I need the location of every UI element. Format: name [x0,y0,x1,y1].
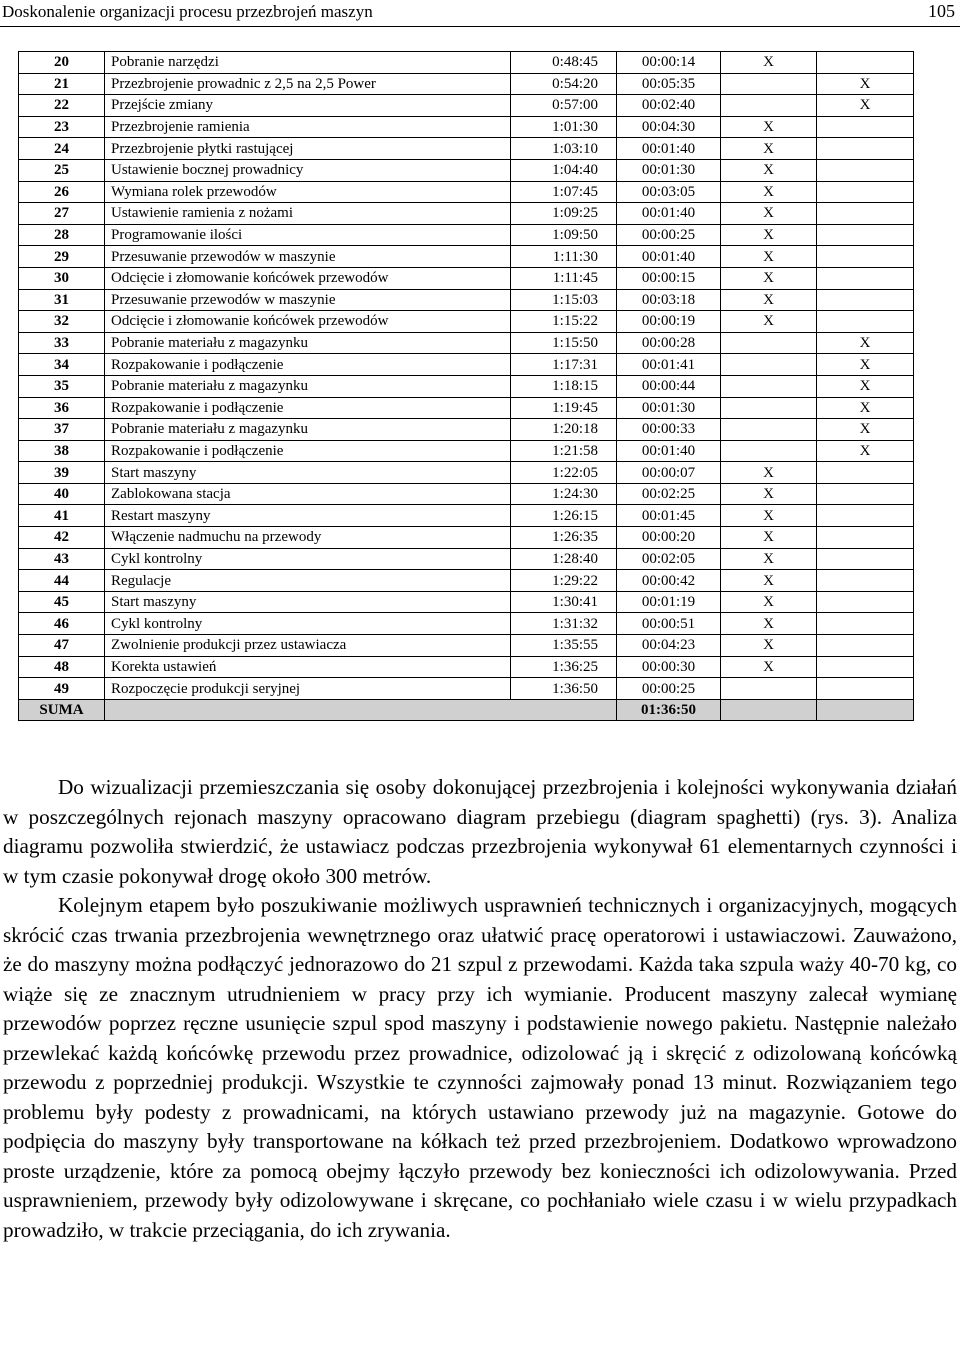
table-row [19,267,914,289]
internal-mark-cell: X [721,656,817,678]
duration-cell: 00:00:19 [617,311,721,333]
external-mark-cell: X [817,95,914,117]
cumulative-time-cell: 1:03:10 [511,138,617,160]
table-row [19,311,914,333]
external-mark-cell: X [817,73,914,95]
external-mark-cell: X [817,332,914,354]
step-name-cell: Przesuwanie przewodów w maszynie [105,246,511,268]
external-mark-cell [817,527,914,549]
external-mark-cell [817,656,914,678]
step-name-cell: Zablokowana stacja [105,483,511,505]
table-row [19,203,914,225]
step-number-cell: 35 [19,375,105,397]
step-name-cell: Pobranie materiału z magazynku [105,419,511,441]
cumulative-time-cell: 1:09:25 [511,203,617,225]
step-name-cell: Pobranie materiału z magazynku [105,375,511,397]
internal-mark-cell: X [721,462,817,484]
step-number-cell: 26 [19,181,105,203]
body-text [3,773,957,1245]
step-number-cell: 36 [19,397,105,419]
table-row [19,591,914,613]
table-row [19,419,914,441]
duration-cell: 00:00:30 [617,656,721,678]
step-number-cell: 44 [19,570,105,592]
step-number-cell: 40 [19,483,105,505]
table-row [19,375,914,397]
step-number-cell: 21 [19,73,105,95]
step-number-cell: 28 [19,224,105,246]
step-number-cell: 29 [19,246,105,268]
step-name-cell: Przezbrojenie ramienia [105,116,511,138]
duration-cell: 00:01:19 [617,591,721,613]
duration-cell: 00:04:30 [617,116,721,138]
external-mark-cell: X [817,419,914,441]
step-number-cell: 38 [19,440,105,462]
duration-cell: 00:03:05 [617,181,721,203]
cumulative-time-cell: 1:15:22 [511,311,617,333]
cumulative-time-cell: 1:07:45 [511,181,617,203]
external-mark-cell [817,52,914,74]
table-row [19,181,914,203]
internal-mark-cell [721,419,817,441]
sum-blank-cell [105,699,617,721]
external-mark-cell [817,224,914,246]
internal-mark-cell: X [721,203,817,225]
table-row [19,483,914,505]
external-mark-cell [817,678,914,700]
internal-mark-cell: X [721,613,817,635]
duration-cell: 00:03:18 [617,289,721,311]
step-number-cell: 24 [19,138,105,160]
external-mark-cell [817,311,914,333]
step-name-cell: Programowanie ilości [105,224,511,246]
cumulative-time-cell: 1:20:18 [511,419,617,441]
internal-mark-cell [721,332,817,354]
table-row [19,656,914,678]
cumulative-time-cell: 1:26:15 [511,505,617,527]
table-row [19,570,914,592]
internal-mark-cell: X [721,181,817,203]
table-row [19,246,914,268]
step-number-cell: 34 [19,354,105,376]
internal-mark-cell: X [721,570,817,592]
step-name-cell: Przezbrojenie prowadnic z 2,5 na 2,5 Power [105,73,511,95]
paragraph: Kolejnym etapem było poszukiwanie możliwych usprawnień technicznych i organizacyjnych, mogących skrócić czas trwania przezbrojenia wewnętrznego oraz ułatwić pracę operatorowi i ustawiaczowi. Zauważono, że do maszyny można podłączyć jednorazowo do 21 szpul z przewodami. Każda taka szpula waży 40-70 kg, co wiąże się ze znacznym utrudnieniem w pracy przy ich wymianie. Producent maszyny zalecał wymianę przewodów poprzez ręczne usunięcie szpul spod maszyny i podstawienie nowego pakietu. Następnie należało przewlekać każdą końcówkę przewodu przez prowadnice, odizolować ją i skręcić z odizolowaną końcówką przewodu z poprzedniej produkcji. Wszystkie te czynności zajmowały ponad 13 minut. Rozwiązaniem tego problemu były podesty z prowadnicami, na których ustawiano przewody już na magazynie. Gotowe do podpięcia do maszyny były transportowane na kółkach też przed przezbrojeniem. Dodatkowo wprowadzono proste urządzenie, które za pomocą obejmy łączyło przewody bez konieczności ich odizolowywania. Przed usprawnieniem, przewody były odizolowywane i skręcane, co pochłaniało wiele czasu i w wielu przypadkach prowadziło, w trakcie przeciągania, do ich zrywania. [3,893,957,1242]
step-number-cell: 39 [19,462,105,484]
internal-mark-cell: X [721,116,817,138]
table-row [19,397,914,419]
table-row [19,138,914,160]
duration-cell: 00:01:30 [617,397,721,419]
duration-cell: 00:01:45 [617,505,721,527]
duration-cell: 00:01:41 [617,354,721,376]
internal-mark-cell: X [721,505,817,527]
external-mark-cell: X [817,354,914,376]
sum-value-cell: 01:36:50 [617,699,721,721]
cumulative-time-cell: 1:11:45 [511,267,617,289]
page-header [0,0,960,27]
external-mark-cell [817,246,914,268]
external-mark-cell [817,548,914,570]
internal-mark-cell: X [721,483,817,505]
duration-cell: 00:04:23 [617,635,721,657]
duration-cell: 00:01:40 [617,246,721,268]
cumulative-time-cell: 1:04:40 [511,159,617,181]
external-mark-cell: X [817,397,914,419]
duration-cell: 00:00:33 [617,419,721,441]
duration-cell: 00:00:25 [617,678,721,700]
step-name-cell: Cykl kontrolny [105,613,511,635]
cumulative-time-cell: 1:17:31 [511,354,617,376]
step-name-cell: Regulacje [105,570,511,592]
internal-mark-cell: X [721,267,817,289]
internal-mark-cell: X [721,635,817,657]
step-number-cell: 30 [19,267,105,289]
table-row [19,52,914,74]
step-number-cell: 25 [19,159,105,181]
duration-cell: 00:00:44 [617,375,721,397]
internal-mark-cell: X [721,246,817,268]
cumulative-time-cell: 1:22:05 [511,462,617,484]
duration-cell: 00:01:40 [617,440,721,462]
cumulative-time-cell: 0:54:20 [511,73,617,95]
step-name-cell: Przezbrojenie płytki rastującej [105,138,511,160]
step-name-cell: Zwolnienie produkcji przez ustawiacza [105,635,511,657]
external-mark-cell [817,289,914,311]
step-number-cell: 48 [19,656,105,678]
step-name-cell: Cykl kontrolny [105,548,511,570]
cumulative-time-cell: 1:18:15 [511,375,617,397]
external-mark-cell [817,203,914,225]
table-row [19,613,914,635]
internal-mark-cell: X [721,289,817,311]
duration-cell: 00:01:40 [617,138,721,160]
internal-mark-cell: X [721,224,817,246]
step-number-cell: 46 [19,613,105,635]
duration-cell: 00:05:35 [617,73,721,95]
step-name-cell: Start maszyny [105,591,511,613]
step-name-cell: Rozpakowanie i podłączenie [105,354,511,376]
step-name-cell: Odcięcie i złomowanie końcówek przewodów [105,267,511,289]
table-row [19,73,914,95]
duration-cell: 00:02:25 [617,483,721,505]
cumulative-time-cell: 1:09:50 [511,224,617,246]
duration-cell: 00:01:30 [617,159,721,181]
cumulative-time-cell: 1:36:50 [511,678,617,700]
duration-cell: 00:00:20 [617,527,721,549]
step-name-cell: Restart maszyny [105,505,511,527]
step-number-cell: 33 [19,332,105,354]
step-number-cell: 31 [19,289,105,311]
duration-cell: 00:00:07 [617,462,721,484]
step-number-cell: 22 [19,95,105,117]
step-name-cell: Rozpoczęcie produkcji seryjnej [105,678,511,700]
table-row [19,440,914,462]
cumulative-time-cell: 0:48:45 [511,52,617,74]
paragraph: Do wizualizacji przemieszczania się osoby dokonującej przezbrojenia i kolejności wykonywania działań w poszczególnych rejonach maszyny opracowano diagram przebiegu (diagram spaghetti) (rys. 3). Analiza diagramu pozwoliła stwierdzić, że ustawiacz podczas przezbrojenia wykonywał 61 elementarnych czynności i w tym czasie pokonywał drogę około 300 metrów. [3,775,957,888]
cumulative-time-cell: 1:01:30 [511,116,617,138]
internal-mark-cell: X [721,591,817,613]
table-row [19,289,914,311]
external-mark-cell [817,116,914,138]
step-number-cell: 37 [19,419,105,441]
duration-cell: 00:00:25 [617,224,721,246]
table-row [19,95,914,117]
internal-mark-cell: X [721,159,817,181]
cumulative-time-cell: 1:26:35 [511,527,617,549]
external-mark-cell [817,483,914,505]
sum-blank-cell [817,699,914,721]
step-number-cell: 45 [19,591,105,613]
duration-cell: 00:00:51 [617,613,721,635]
step-name-cell: Rozpakowanie i podłączenie [105,440,511,462]
step-name-cell: Przejście zmiany [105,95,511,117]
running-title: Doskonalenie organizacji procesu przezbrojeń maszyn [2,2,373,21]
internal-mark-cell [721,375,817,397]
internal-mark-cell: X [721,138,817,160]
external-mark-cell [817,505,914,527]
sum-blank-cell [721,699,817,721]
step-name-cell: Pobranie narzędzi [105,52,511,74]
internal-mark-cell [721,354,817,376]
step-number-cell: 41 [19,505,105,527]
external-mark-cell [817,635,914,657]
internal-mark-cell [721,73,817,95]
sum-label-cell: SUMA [19,699,105,721]
external-mark-cell [817,138,914,160]
internal-mark-cell: X [721,548,817,570]
table-row [19,548,914,570]
cumulative-time-cell: 1:36:25 [511,656,617,678]
step-number-cell: 20 [19,52,105,74]
duration-cell: 00:00:42 [617,570,721,592]
external-mark-cell [817,462,914,484]
step-name-cell: Odcięcie i złomowanie końcówek przewodów [105,311,511,333]
external-mark-cell [817,570,914,592]
step-name-cell: Ustawienie bocznej prowadnicy [105,159,511,181]
table-row [19,332,914,354]
cumulative-time-cell: 1:11:30 [511,246,617,268]
step-number-cell: 47 [19,635,105,657]
step-name-cell: Włączenie nadmuchu na przewody [105,527,511,549]
step-name-cell: Wymiana rolek przewodów [105,181,511,203]
step-name-cell: Rozpakowanie i podłączenie [105,397,511,419]
table-row [19,505,914,527]
duration-cell: 00:00:14 [617,52,721,74]
cumulative-time-cell: 1:30:41 [511,591,617,613]
table-row [19,224,914,246]
external-mark-cell [817,181,914,203]
cumulative-time-cell: 1:15:03 [511,289,617,311]
internal-mark-cell: X [721,52,817,74]
cumulative-time-cell: 1:21:58 [511,440,617,462]
step-number-cell: 27 [19,203,105,225]
duration-cell: 00:01:40 [617,203,721,225]
table-row [19,527,914,549]
external-mark-cell [817,591,914,613]
step-name-cell: Pobranie materiału z magazynku [105,332,511,354]
sum-row [19,699,914,721]
external-mark-cell [817,613,914,635]
step-name-cell: Ustawienie ramienia z nożami [105,203,511,225]
internal-mark-cell: X [721,527,817,549]
duration-cell: 00:02:40 [617,95,721,117]
table-row [19,462,914,484]
internal-mark-cell [721,397,817,419]
step-number-cell: 43 [19,548,105,570]
duration-cell: 00:00:15 [617,267,721,289]
cumulative-time-cell: 0:57:00 [511,95,617,117]
duration-cell: 00:02:05 [617,548,721,570]
step-name-cell: Korekta ustawień [105,656,511,678]
page-number: 105 [928,1,955,21]
external-mark-cell [817,159,914,181]
external-mark-cell: X [817,375,914,397]
cumulative-time-cell: 1:29:22 [511,570,617,592]
cumulative-time-cell: 1:28:40 [511,548,617,570]
step-name-cell: Przesuwanie przewodów w maszynie [105,289,511,311]
step-name-cell: Start maszyny [105,462,511,484]
external-mark-cell: X [817,440,914,462]
step-number-cell: 32 [19,311,105,333]
duration-cell: 00:00:28 [617,332,721,354]
table-row [19,635,914,657]
changeover-steps-table [18,51,914,721]
internal-mark-cell [721,678,817,700]
table-row [19,116,914,138]
external-mark-cell [817,267,914,289]
cumulative-time-cell: 1:31:32 [511,613,617,635]
internal-mark-cell [721,95,817,117]
internal-mark-cell: X [721,311,817,333]
cumulative-time-cell: 1:24:30 [511,483,617,505]
step-number-cell: 42 [19,527,105,549]
step-number-cell: 49 [19,678,105,700]
step-number-cell: 23 [19,116,105,138]
table-row [19,159,914,181]
table-row [19,678,914,700]
table-row [19,354,914,376]
internal-mark-cell [721,440,817,462]
cumulative-time-cell: 1:19:45 [511,397,617,419]
cumulative-time-cell: 1:35:55 [511,635,617,657]
cumulative-time-cell: 1:15:50 [511,332,617,354]
